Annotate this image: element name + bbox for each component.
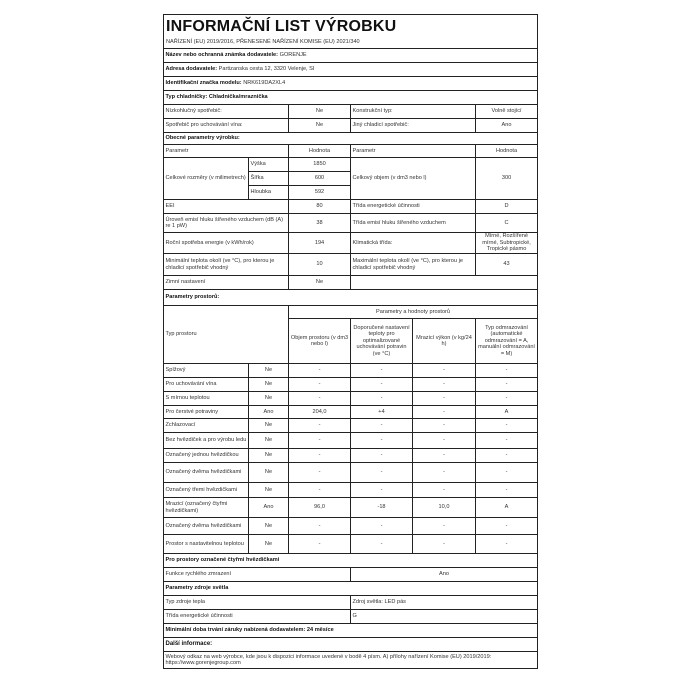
compartment-name: Označený dvěma hvězdičkami <box>164 518 249 535</box>
compartment-name: Pro čerstvé potraviny <box>164 406 249 419</box>
compartment-row <box>164 518 538 535</box>
general-label: EEI <box>164 200 289 214</box>
col-param-2: Parametr <box>351 145 476 158</box>
compartment-volume: - <box>289 433 351 449</box>
warranty-text: Minimální doba trvání záruky nabízená dodavatelem: 24 měsíce <box>164 624 538 638</box>
compartments-group-row <box>164 306 538 319</box>
compartment-row <box>164 463 538 483</box>
winter-row <box>164 276 538 290</box>
compartment-defrost: - <box>476 364 538 378</box>
compartment-volume: - <box>289 378 351 392</box>
light-class-value: G <box>351 610 538 624</box>
col-param: Parametr <box>164 145 289 158</box>
compartment-present: Ne <box>249 463 289 483</box>
compartment-freeze: - <box>413 535 476 554</box>
general-label-2: Klimatická třída: <box>351 233 476 254</box>
compartment-defrost: - <box>476 419 538 433</box>
compartment-temp: - <box>351 392 413 406</box>
compartment-group-header: Parametry a hodnoty prostorů <box>289 306 538 319</box>
general-value-2: Mírné, Rozšířené mírné, Subtropické, Tropické pásmo <box>476 233 538 254</box>
compartment-row <box>164 483 538 498</box>
col-value-2: Hodnota <box>476 145 538 158</box>
basic-label-2: Konstrukční typ: <box>351 105 476 119</box>
compartment-freeze: - <box>413 392 476 406</box>
four-star-heading-row <box>164 554 538 568</box>
fast-freeze-value: Ano <box>351 568 538 582</box>
compartment-name: Prostor s nastavitelnou teplotou <box>164 535 249 554</box>
light-type-label: Typ zdroje tepla <box>164 596 351 610</box>
compartment-temp: - <box>351 419 413 433</box>
compartment-volume: - <box>289 518 351 535</box>
light-class-row <box>164 610 538 624</box>
compartment-volume: - <box>289 449 351 463</box>
more-heading-row <box>164 638 538 652</box>
compartment-present: Ne <box>249 364 289 378</box>
compartment-freeze: - <box>413 518 476 535</box>
compartment-volume: - <box>289 419 351 433</box>
compartment-present: Ne <box>249 433 289 449</box>
general-heading: Obecné parametry výrobku: <box>164 133 538 145</box>
basic-row <box>164 105 538 119</box>
compartment-defrost: - <box>476 463 538 483</box>
compartment-freeze: - <box>413 364 476 378</box>
dim-value: 592 <box>289 186 351 200</box>
supplier-address-label: Adresa dodavatele: <box>165 66 218 73</box>
fast-freeze-label: Funkce rychlého zmrazení <box>164 568 351 582</box>
compartment-row <box>164 406 538 419</box>
compartment-defrost: - <box>476 378 538 392</box>
general-value-2: C <box>476 214 538 233</box>
compartment-present: Ne <box>249 518 289 535</box>
light-type-value: Zdroj světla: LED pás <box>351 596 538 610</box>
compartment-type-header: Typ prostoru <box>164 306 289 364</box>
compartment-volume: - <box>289 463 351 483</box>
compartment-present: Ano <box>249 498 289 518</box>
winter-label: Zimní nastavení <box>164 276 289 290</box>
compartments-heading-row <box>164 290 538 306</box>
compartment-present: Ne <box>249 378 289 392</box>
empty-cell <box>351 276 538 290</box>
general-row <box>164 233 538 254</box>
compartment-row <box>164 392 538 406</box>
appliance-type: Typ chladničky: Chladnička/mraznička <box>164 91 538 105</box>
col-volume: Objem prostoru (v dm3 nebo l) <box>289 319 351 364</box>
compartment-row <box>164 378 538 392</box>
compartment-row <box>164 449 538 463</box>
col-value: Hodnota <box>289 145 351 158</box>
more-heading: Další informace: <box>164 638 538 652</box>
compartment-temp: - <box>351 535 413 554</box>
compartment-present: Ano <box>249 406 289 419</box>
supplier-address-value: Partizanska cesta 12, 3320 Velenje, SI <box>218 66 315 73</box>
basic-value: Ne <box>289 119 351 133</box>
four-star-heading: Pro prostory označené čtyřmi hvězdičkami <box>164 554 538 568</box>
compartments-heading: Parametry prostorů: <box>164 290 538 306</box>
winter-value: Ne <box>289 276 351 290</box>
header-row <box>164 15 538 49</box>
light-type-row <box>164 596 538 610</box>
model-label: Identifikační značka modelu: <box>165 80 242 87</box>
compartment-defrost: - <box>476 449 538 463</box>
compartment-defrost: - <box>476 518 538 535</box>
general-label: Úroveň emisí hluku šířeného vzduchem (dB (A) re 1 pW) <box>164 214 289 233</box>
dim-label: Šířka <box>249 172 289 186</box>
compartment-defrost: - <box>476 535 538 554</box>
compartment-freeze: - <box>413 449 476 463</box>
dims-label: Celkové rozměry (v milimetrech) <box>164 158 249 200</box>
dim-value: 1850 <box>289 158 351 172</box>
dim-value: 600 <box>289 172 351 186</box>
compartment-row <box>164 433 538 449</box>
basic-value-2: Volně stojící <box>476 105 538 119</box>
dim-label: Hloubka <box>249 186 289 200</box>
compartment-rows <box>164 364 538 554</box>
more-text-row <box>164 652 538 669</box>
general-value-2: D <box>476 200 538 214</box>
general-label: Roční spotřeba energie (v kWh/rok) <box>164 233 289 254</box>
compartment-freeze: - <box>413 406 476 419</box>
general-heading-row <box>164 133 538 145</box>
compartment-defrost: - <box>476 392 538 406</box>
compartment-volume: - <box>289 535 351 554</box>
compartment-present: Ne <box>249 392 289 406</box>
compartment-present: Ne <box>249 535 289 554</box>
general-value: 80 <box>289 200 351 214</box>
compartment-name: Bez hvězdiček a pro výrobu ledu <box>164 433 249 449</box>
compartment-name: S mírnou teplotou <box>164 392 249 406</box>
compartment-name: Označený třemi hvězdičkami <box>164 483 249 498</box>
basic-row <box>164 119 538 133</box>
compartment-temp: - <box>351 364 413 378</box>
basic-value: Ne <box>289 105 351 119</box>
compartment-defrost: A <box>476 498 538 518</box>
compartment-present: Ne <box>249 449 289 463</box>
general-header-row <box>164 145 538 158</box>
compartment-row <box>164 419 538 433</box>
compartment-temp: - <box>351 518 413 535</box>
fast-freeze-row <box>164 568 538 582</box>
compartment-freeze: - <box>413 433 476 449</box>
dim-label: Výška <box>249 158 289 172</box>
compartment-freeze: - <box>413 483 476 498</box>
regulation-text: NAŘÍZENÍ (EU) 2019/2016, PŘENESENÉ NAŘÍZENÍ KOMISE (EU) 2021/340 <box>166 38 360 45</box>
compartment-name: Pro uchovávání vína <box>164 378 249 392</box>
compartment-volume: - <box>289 364 351 378</box>
supplier-address-row <box>164 63 538 77</box>
supplier-name-value: GORENJE <box>279 52 307 59</box>
general-row <box>164 200 538 214</box>
compartment-name: Spížový <box>164 364 249 378</box>
supplier-name-row <box>164 49 538 63</box>
type-row <box>164 91 538 105</box>
general-value-2: 43 <box>476 254 538 276</box>
compartment-volume: - <box>289 483 351 498</box>
compartment-volume: - <box>289 392 351 406</box>
more-text: Webový odkaz na web výrobce, kde jsou k dispozici informace uvedené v bodě 4 písm. A) přílohy nařízení Komise (EU) 2019/2019: https://www.gorenjegroup.com <box>164 652 538 669</box>
basic-label: Spotřebič pro uchovávání vína: <box>164 119 289 133</box>
light-heading-row <box>164 582 538 596</box>
compartment-freeze: - <box>413 419 476 433</box>
dims-row <box>164 158 538 172</box>
general-row <box>164 254 538 276</box>
compartment-temp: -18 <box>351 498 413 518</box>
compartment-row <box>164 364 538 378</box>
light-heading: Parametry zdroje světla <box>164 582 538 596</box>
general-value: 10 <box>289 254 351 276</box>
compartment-freeze: - <box>413 378 476 392</box>
model-value: NRK619DA2XL4 <box>243 80 286 87</box>
compartment-temp: - <box>351 449 413 463</box>
volume-value: 300 <box>476 158 538 200</box>
compartment-temp: - <box>351 483 413 498</box>
general-value: 38 <box>289 214 351 233</box>
general-row <box>164 214 538 233</box>
compartment-temp: +4 <box>351 406 413 419</box>
warranty-row <box>164 624 538 638</box>
compartment-volume: 96,0 <box>289 498 351 518</box>
compartment-row <box>164 535 538 554</box>
compartment-temp: - <box>351 463 413 483</box>
compartment-temp: - <box>351 378 413 392</box>
volume-label: Celkový objem (v dm3 nebo l) <box>351 158 476 200</box>
light-class-label: Třída energetické účinnosti <box>164 610 351 624</box>
general-label-2: Třída emisí hluku šířeného vzduchem <box>351 214 476 233</box>
basic-label-2: Jiný chladicí spotřebič: <box>351 119 476 133</box>
compartment-name: Označený dvěma hvězdičkami <box>164 463 249 483</box>
compartment-defrost: A <box>476 406 538 419</box>
compartment-freeze: 10,0 <box>413 498 476 518</box>
supplier-name-label: Název nebo ochranná známka dodavatele: <box>165 52 279 59</box>
compartment-present: Ne <box>249 483 289 498</box>
compartment-name: Označený jednou hvězdičkou <box>164 449 249 463</box>
compartment-volume: 204,0 <box>289 406 351 419</box>
compartment-defrost: - <box>476 433 538 449</box>
compartment-defrost: - <box>476 483 538 498</box>
col-defrost: Typ odmrazování (automatické odmrazování = A, manuální odmrazování = M) <box>476 319 538 364</box>
product-information-sheet <box>163 14 537 669</box>
general-label-2: Třída energetické účinnosti <box>351 200 476 214</box>
col-temp: Doporučené nastavení teploty pro optimalizované uchovávání potravin (ve °C) <box>351 319 413 364</box>
compartment-freeze: - <box>413 463 476 483</box>
page-title: INFORMAČNÍ LIST VÝROBKU <box>166 17 397 35</box>
general-label: Minimální teplota okolí (ve °C), pro kterou je chladicí spotřebič vhodný <box>164 254 289 276</box>
general-label-2: Maximální teplota okolí (ve °C), pro kterou je chladicí spotřebič vhodný <box>351 254 476 276</box>
col-freeze: Mrazicí výkon (v kg/24 h) <box>413 319 476 364</box>
basic-label: Nízkohlučný spotřebič: <box>164 105 289 119</box>
basic-value-2: Ano <box>476 119 538 133</box>
general-value: 194 <box>289 233 351 254</box>
compartment-name: Mrazicí (označený čtyřmi hvězdičkami) <box>164 498 249 518</box>
compartment-temp: - <box>351 433 413 449</box>
compartment-name: Zchlazovací <box>164 419 249 433</box>
model-row <box>164 77 538 91</box>
compartment-present: Ne <box>249 419 289 433</box>
compartment-row <box>164 498 538 518</box>
info-table <box>163 14 538 669</box>
